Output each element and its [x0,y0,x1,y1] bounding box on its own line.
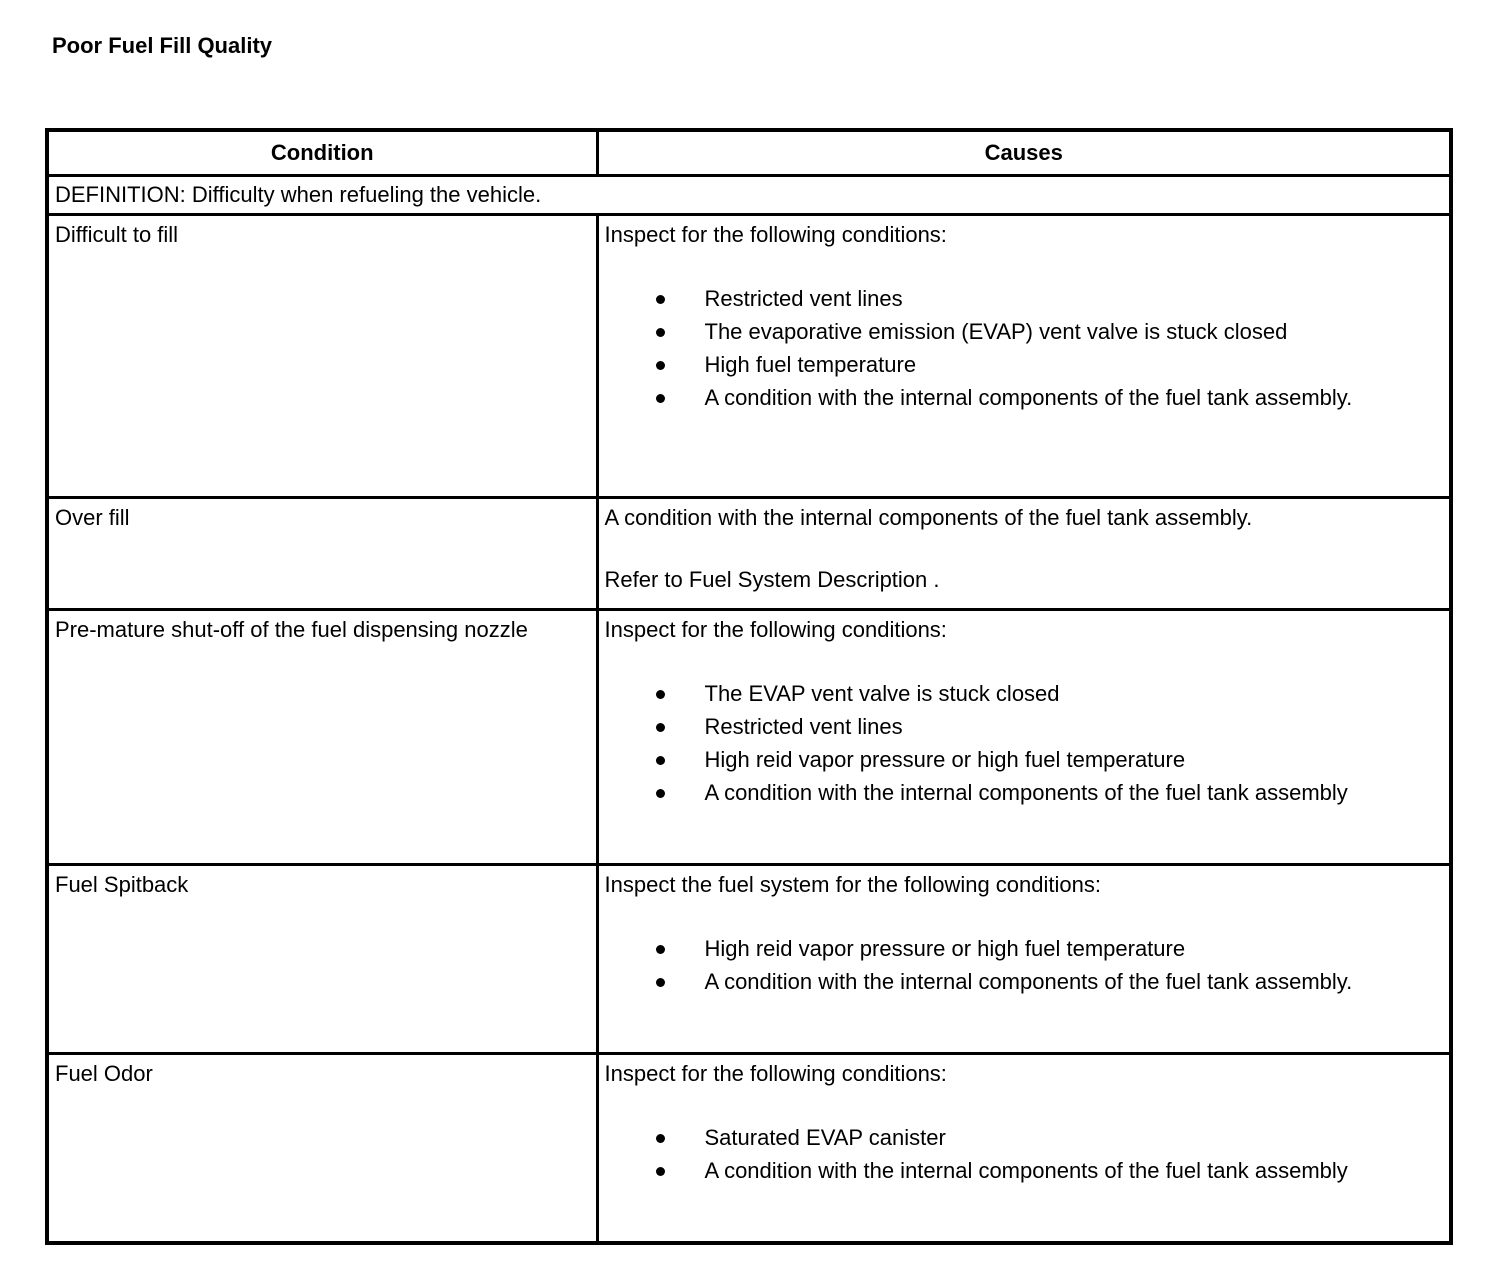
table-row [47,865,1451,1054]
table-row [47,610,1451,865]
causes-cell [597,865,1451,1054]
bullet-icon [656,361,665,370]
list-item: A condition with the internal components of the fuel tank assembly. [605,381,1444,414]
bullet-icon [656,723,665,732]
causes-cell [597,1054,1451,1244]
causes-lead: Inspect for the following conditions: [604,1061,947,1086]
causes-cell [597,498,1451,610]
bullet-icon [656,756,665,765]
page-title: Poor Fuel Fill Quality [52,33,273,58]
causes-cell [597,215,1451,498]
bullet-icon [656,1134,665,1143]
list-item: A condition with the internal components of the fuel tank assembly [605,1154,1444,1187]
causes-lead: A condition with the internal components of the fuel tank assembly. [604,505,1253,530]
condition-cell: Fuel Odor [47,1054,597,1244]
bullet-icon [656,328,665,337]
list-item: Saturated EVAP canister [605,1121,1444,1154]
bullet-icon [656,394,665,403]
causes-list [605,282,1444,414]
list-item: High reid vapor pressure or high fuel temperature [605,932,1444,965]
bullet-icon [656,690,665,699]
list-item: Restricted vent lines [605,282,1444,315]
header-condition: Condition [47,130,597,176]
table-row [47,1054,1451,1244]
causes-lead: Inspect for the following conditions: [604,222,947,247]
bullet-icon [656,945,665,954]
list-item: Restricted vent lines [605,710,1444,743]
condition-cell: Difficult to fill [47,215,597,498]
list-item: High fuel temperature [605,348,1444,381]
causes-cell [597,610,1451,865]
bullet-icon [656,978,665,987]
definition-text: DEFINITION: Difficulty when refueling the vehicle. [47,176,1451,215]
diagnostic-table [45,128,1453,1245]
header-causes: Causes [597,130,1451,176]
bullet-icon [656,789,665,798]
condition-cell: Over fill [47,498,597,610]
condition-cell: Fuel Spitback [47,865,597,1054]
condition-cell: Pre-mature shut-off of the fuel dispensing nozzle [47,610,597,865]
list-item: A condition with the internal components of the fuel tank assembly. [605,965,1444,998]
definition-row [47,176,1451,215]
list-item: A condition with the internal components of the fuel tank assembly [605,776,1444,809]
table-row [47,215,1451,498]
bullet-icon [656,295,665,304]
header-row [47,130,1451,176]
table-row [47,498,1451,610]
list-item: The EVAP vent valve is stuck closed [605,677,1444,710]
causes-list [605,1121,1444,1187]
causes-note: Refer to Fuel System Description . [604,567,940,592]
bullet-icon [656,1167,665,1176]
list-item: The evaporative emission (EVAP) vent valve is stuck closed [605,315,1444,348]
list-item: High reid vapor pressure or high fuel temperature [605,743,1444,776]
causes-lead: Inspect for the following conditions: [604,617,947,642]
causes-lead: Inspect the fuel system for the following conditions: [604,872,1101,897]
causes-list [605,677,1444,809]
causes-list [605,932,1444,998]
